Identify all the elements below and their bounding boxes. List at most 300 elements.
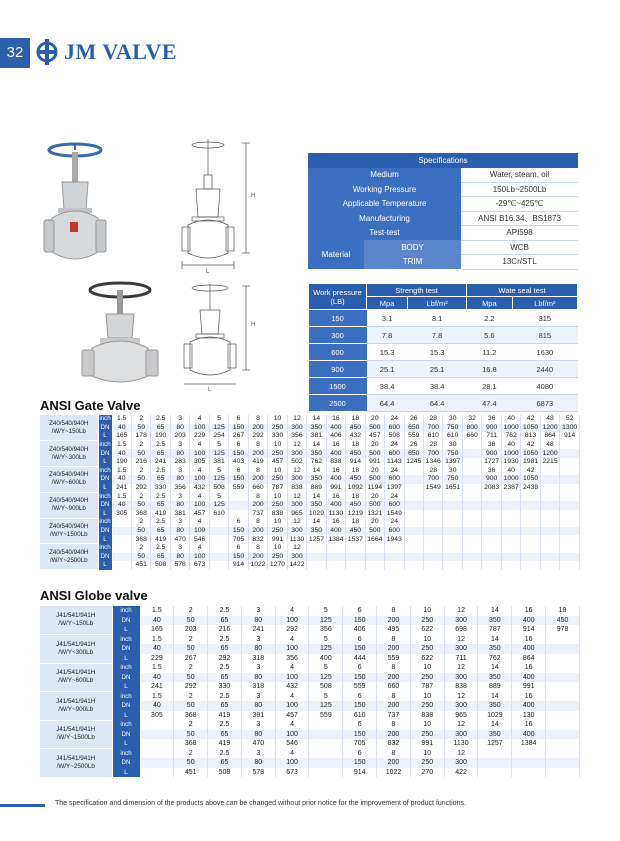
table-row	[40, 415, 580, 424]
table-cell: 2.5	[151, 518, 170, 527]
table-cell: 1300	[560, 424, 580, 433]
table-cell: 600	[385, 449, 404, 458]
table-cell: 16	[512, 635, 546, 645]
table-cell: 254	[209, 432, 228, 441]
table-cell: 1130	[444, 739, 478, 749]
table-cell	[424, 553, 443, 562]
table-cell: 6	[229, 518, 248, 527]
table-cell	[560, 535, 580, 544]
table-cell	[424, 518, 443, 527]
table-cell: 419	[151, 535, 170, 544]
table-cell: 28	[424, 415, 443, 424]
gate-valve-photo	[40, 140, 110, 270]
test-row	[309, 310, 578, 327]
unit-label: DN	[98, 527, 112, 536]
table-cell	[501, 561, 520, 570]
model-label	[40, 415, 98, 441]
table-cell: 203	[170, 432, 189, 441]
unit-label: DN	[98, 553, 112, 562]
table-cell: 50	[131, 527, 150, 536]
table-cell: 50	[131, 449, 150, 458]
model-class: /W/Y~2500Lb	[49, 556, 88, 564]
table-cell: 1397	[443, 458, 462, 467]
table-cell	[482, 535, 501, 544]
table-cell: 508	[208, 768, 242, 778]
table-cell: 787	[268, 484, 287, 493]
table-cell: 600	[385, 527, 404, 536]
table-cell: 4	[190, 467, 209, 476]
table-cell: 5	[309, 635, 343, 645]
test-value: 15.3	[408, 344, 467, 361]
table-cell: 10	[410, 692, 444, 702]
table-cell: 838	[410, 711, 444, 721]
table-cell: 3	[241, 663, 275, 673]
table-cell	[307, 553, 326, 562]
table-cell: 40	[140, 701, 174, 711]
table-cell: 1245	[404, 458, 423, 467]
table-cell: 1.5	[140, 692, 174, 702]
model-name: J41/541/941H	[56, 697, 96, 705]
table-cell: 762	[501, 432, 520, 441]
table-cell: 283	[170, 458, 189, 467]
table-cell	[546, 730, 580, 740]
table-cell: 400	[326, 527, 345, 536]
table-cell: 5	[309, 663, 343, 673]
table-cell: 8	[377, 663, 411, 673]
table-cell: 24	[385, 518, 404, 527]
table-cell	[346, 544, 365, 553]
table-cell	[521, 527, 540, 536]
table-cell: 241	[112, 484, 131, 493]
table-cell	[309, 768, 343, 778]
table-cell: 300	[444, 758, 478, 768]
table-cell: 12	[287, 441, 306, 450]
table-cell	[501, 553, 520, 562]
table-cell: 80	[170, 424, 189, 433]
table-row	[40, 458, 580, 467]
brand-name: JM VALVE	[64, 39, 178, 64]
table-cell	[560, 441, 580, 450]
table-cell: 1200	[540, 424, 559, 433]
table-cell: 12	[444, 692, 478, 702]
table-cell	[462, 535, 481, 544]
table-cell: 914	[229, 561, 248, 570]
unit-label: L	[98, 535, 112, 544]
table-cell: 16	[512, 606, 546, 616]
test-value: 28.1	[467, 378, 513, 395]
table-cell: 450	[546, 616, 580, 626]
model-class: /W/Y~150Lb	[51, 427, 86, 435]
spec-title: Specifications	[308, 153, 578, 168]
table-cell: 300	[444, 673, 478, 683]
table-row	[40, 606, 580, 616]
table-cell	[462, 441, 481, 450]
table-cell: 200	[248, 527, 267, 536]
table-cell	[443, 535, 462, 544]
table-cell: 368	[131, 510, 150, 519]
table-cell: 24	[385, 441, 404, 450]
table-cell: 1397	[385, 484, 404, 493]
table-cell: 80	[241, 701, 275, 711]
table-cell: 16	[326, 441, 345, 450]
table-cell	[482, 492, 501, 501]
table-cell	[326, 544, 345, 553]
unit-label: L	[112, 682, 140, 692]
table-cell: 356	[287, 432, 306, 441]
table-cell: 50	[174, 730, 208, 740]
table-cell: 42	[521, 415, 540, 424]
table-cell: 838	[287, 484, 306, 493]
spec-row	[308, 211, 578, 226]
table-cell: 12	[287, 492, 306, 501]
table-cell: 368	[174, 711, 208, 721]
table-cell: 4	[275, 635, 309, 645]
table-cell	[540, 501, 559, 510]
table-cell: 125	[309, 701, 343, 711]
table-cell: 2083	[482, 484, 501, 493]
table-cell: 2215	[540, 458, 559, 467]
brand-logo	[34, 36, 178, 70]
model-label	[40, 518, 98, 544]
table-cell: 500	[365, 501, 384, 510]
table-row	[40, 663, 580, 673]
test-value: 64.4	[367, 395, 408, 412]
table-cell: 432	[190, 484, 209, 493]
table-cell: 350	[478, 730, 512, 740]
table-cell	[482, 553, 501, 562]
table-cell	[443, 544, 462, 553]
table-cell: 14	[478, 720, 512, 730]
table-cell: 8	[377, 749, 411, 759]
table-cell	[521, 544, 540, 553]
globe-valve-dimension-table	[40, 606, 580, 778]
table-cell: 1727	[482, 458, 501, 467]
table-cell: 250	[268, 527, 287, 536]
table-cell: 559	[404, 432, 423, 441]
test-value: 7.8	[367, 327, 408, 344]
table-cell: 450	[346, 475, 365, 484]
unit-label: DN	[98, 501, 112, 510]
table-cell: 18	[346, 518, 365, 527]
table-cell: 470	[170, 535, 189, 544]
table-cell	[209, 518, 228, 527]
table-cell: 200	[248, 449, 267, 458]
table-cell: 350	[307, 424, 326, 433]
test-row	[309, 327, 578, 344]
table-cell: 381	[307, 432, 326, 441]
table-cell: 737	[248, 510, 267, 519]
table-cell: 50	[174, 616, 208, 626]
table-cell	[540, 510, 559, 519]
table-cell: 203	[174, 625, 208, 635]
table-cell: 250	[410, 730, 444, 740]
table-cell	[540, 527, 559, 536]
table-cell: 318	[241, 654, 275, 664]
table-cell: 18	[346, 467, 365, 476]
table-cell: 40	[112, 501, 131, 510]
table-cell: 250	[268, 475, 287, 484]
table-cell: 900	[482, 424, 501, 433]
table-cell: 80	[241, 730, 275, 740]
table-cell	[540, 544, 559, 553]
table-cell: 150	[229, 449, 248, 458]
spec-value: -29℃~425℃	[461, 197, 578, 212]
table-cell: 450	[346, 501, 365, 510]
table-cell: 578	[170, 561, 189, 570]
unit-label: inch	[99, 492, 111, 500]
table-cell: 600	[385, 501, 404, 510]
unit-label: DN	[112, 644, 140, 654]
table-cell: 190	[151, 432, 170, 441]
table-cell	[540, 484, 559, 493]
table-cell	[546, 720, 580, 730]
table-row	[40, 692, 580, 702]
table-cell: 100	[275, 730, 309, 740]
spec-value: API598	[461, 226, 578, 241]
table-cell: 8	[248, 544, 267, 553]
footer-accent-bar	[0, 804, 45, 807]
table-cell: 40	[112, 475, 131, 484]
table-cell: 350	[478, 616, 512, 626]
table-cell: 2387	[501, 484, 520, 493]
table-cell: 40	[140, 673, 174, 683]
table-cell: 610	[343, 711, 377, 721]
table-cell: 750	[443, 424, 462, 433]
table-cell: 1050	[521, 475, 540, 484]
table-cell: 100	[190, 424, 209, 433]
table-cell: 1384	[512, 739, 546, 749]
table-cell: 1.5	[112, 441, 131, 450]
table-cell: 500	[365, 527, 384, 536]
gate-valve-drawing	[178, 135, 270, 275]
unit-label: inch	[99, 544, 111, 552]
table-cell: 6	[229, 544, 248, 553]
model-label	[40, 720, 112, 749]
table-cell: 350	[478, 644, 512, 654]
table-cell	[404, 467, 423, 476]
model-name: Z40/540/940H	[49, 471, 89, 479]
table-row	[40, 720, 580, 730]
table-cell: 400	[326, 449, 345, 458]
table-cell: 350	[307, 501, 326, 510]
table-cell: 80	[170, 501, 189, 510]
table-cell: 300	[287, 501, 306, 510]
table-cell: 305	[140, 711, 174, 721]
table-cell: 10	[410, 606, 444, 616]
model-label	[40, 749, 112, 778]
table-cell: 65	[208, 758, 242, 768]
table-cell: 700	[424, 449, 443, 458]
table-row	[40, 711, 580, 721]
table-cell: 2	[174, 692, 208, 702]
model-label	[40, 663, 112, 692]
globe-valve-title: ANSI Globe valve	[40, 588, 148, 603]
table-cell: 400	[512, 616, 546, 626]
table-cell: 350	[478, 673, 512, 683]
table-cell: 125	[309, 644, 343, 654]
table-cell: 6	[343, 692, 377, 702]
table-cell	[140, 758, 174, 768]
test-value: 11.2	[467, 344, 513, 361]
table-cell: 292	[248, 432, 267, 441]
table-cell	[404, 535, 423, 544]
table-cell: 914	[343, 768, 377, 778]
table-cell: 787	[478, 625, 512, 635]
table-cell: 8	[377, 635, 411, 645]
pressure-class: 300	[309, 327, 367, 344]
table-cell	[140, 739, 174, 749]
model-name: J41/541/941H	[56, 726, 96, 734]
table-cell	[512, 768, 546, 778]
table-cell	[443, 518, 462, 527]
page-number: 32	[0, 38, 30, 68]
gate-valve-title: ANSI Gate Valve	[40, 398, 141, 413]
table-cell	[404, 561, 423, 570]
table-cell: 8	[248, 492, 267, 501]
table-cell: 889	[307, 484, 326, 493]
table-cell: 673	[190, 561, 209, 570]
table-cell: 1664	[365, 535, 384, 544]
table-cell: 6	[343, 606, 377, 616]
table-cell: 2	[131, 492, 150, 501]
table-cell: 125	[309, 673, 343, 683]
table-cell: 470	[241, 739, 275, 749]
test-value: 2440	[512, 361, 577, 378]
table-cell: 1000	[501, 424, 520, 433]
footer-note: The specification and dimension of the products above can be changed without prior notice for the improvement of product functions.	[55, 800, 466, 807]
unit-label: DN	[98, 475, 112, 484]
table-cell	[112, 535, 131, 544]
table-cell: 406	[343, 625, 377, 635]
table-cell: 991	[365, 458, 384, 467]
table-row	[40, 616, 580, 626]
unit-label: L	[112, 625, 140, 635]
model-name: Z40/540/940H	[49, 419, 89, 427]
table-cell: 12	[444, 720, 478, 730]
table-cell: 125	[209, 501, 228, 510]
table-cell: 50	[131, 424, 150, 433]
table-cell	[521, 561, 540, 570]
table-cell: 65	[151, 449, 170, 458]
table-cell: 457	[190, 510, 209, 519]
table-row	[40, 625, 580, 635]
table-row	[40, 441, 580, 450]
table-cell: 660	[377, 682, 411, 692]
table-cell: 229	[190, 432, 209, 441]
table-cell: 18	[346, 441, 365, 450]
table-cell	[501, 544, 520, 553]
table-cell: 610	[209, 510, 228, 519]
table-cell	[365, 553, 384, 562]
table-cell	[560, 467, 580, 476]
table-cell: 978	[546, 625, 580, 635]
table-cell: 100	[275, 758, 309, 768]
table-cell: 3	[170, 518, 189, 527]
table-cell	[521, 553, 540, 562]
table-cell: 32	[462, 415, 481, 424]
table-row	[40, 758, 580, 768]
table-cell	[546, 711, 580, 721]
table-cell	[501, 501, 520, 510]
table-cell: 36	[482, 415, 501, 424]
test-value: 38.4	[408, 378, 467, 395]
table-cell	[229, 501, 248, 510]
table-cell: 559	[309, 711, 343, 721]
table-cell: 610	[443, 432, 462, 441]
table-cell: 2	[174, 606, 208, 616]
table-cell: 40	[501, 467, 520, 476]
spec-row	[308, 197, 578, 212]
table-cell: 80	[241, 644, 275, 654]
table-cell	[443, 510, 462, 519]
table-cell	[462, 492, 481, 501]
table-cell: 300	[444, 701, 478, 711]
table-cell	[307, 544, 326, 553]
table-cell: 42	[521, 467, 540, 476]
table-cell: 4	[190, 544, 209, 553]
table-cell: 200	[377, 616, 411, 626]
table-cell: 1050	[521, 424, 540, 433]
table-cell: 356	[275, 654, 309, 664]
table-cell	[501, 492, 520, 501]
table-cell: 40	[501, 415, 520, 424]
table-cell: 457	[365, 432, 384, 441]
table-cell: 14	[478, 635, 512, 645]
table-cell: 10	[268, 518, 287, 527]
table-cell: 2	[131, 415, 150, 424]
work-pressure-header: Work pressure (LB)	[309, 284, 367, 310]
test-row	[309, 344, 578, 361]
table-cell: 10	[410, 720, 444, 730]
table-cell: 838	[444, 682, 478, 692]
table-cell	[365, 561, 384, 570]
table-cell: 250	[410, 758, 444, 768]
table-cell	[560, 449, 580, 458]
table-row	[40, 467, 580, 476]
table-cell: 3	[241, 606, 275, 616]
table-cell: 450	[346, 449, 365, 458]
table-cell	[365, 544, 384, 553]
table-row	[40, 432, 580, 441]
unit-label: inch	[112, 635, 140, 645]
model-label	[40, 635, 112, 664]
table-cell: 432	[275, 682, 309, 692]
table-cell: 832	[377, 739, 411, 749]
table-cell	[501, 535, 520, 544]
table-cell: 400	[512, 644, 546, 654]
table-cell	[546, 749, 580, 759]
test-value: 815	[512, 327, 577, 344]
spec-material-key: TRIM	[364, 255, 461, 270]
table-cell: 24	[385, 467, 404, 476]
table-cell: 40	[112, 449, 131, 458]
table-cell: 2.5	[151, 492, 170, 501]
table-row	[40, 475, 580, 484]
table-cell: 1.5	[112, 467, 131, 476]
table-cell: 14	[478, 692, 512, 702]
model-name: Z40/540/940H	[49, 548, 89, 556]
table-cell	[462, 458, 481, 467]
table-cell: 200	[248, 475, 267, 484]
table-cell: 14	[307, 467, 326, 476]
spec-material-value: 13Cr/STL	[461, 255, 578, 270]
table-cell: 6	[343, 635, 377, 645]
table-cell: 100	[275, 644, 309, 654]
table-cell	[482, 510, 501, 519]
table-cell: 698	[444, 625, 478, 635]
gate-valve-dimension-table	[40, 415, 580, 570]
table-cell: 10	[268, 467, 287, 476]
